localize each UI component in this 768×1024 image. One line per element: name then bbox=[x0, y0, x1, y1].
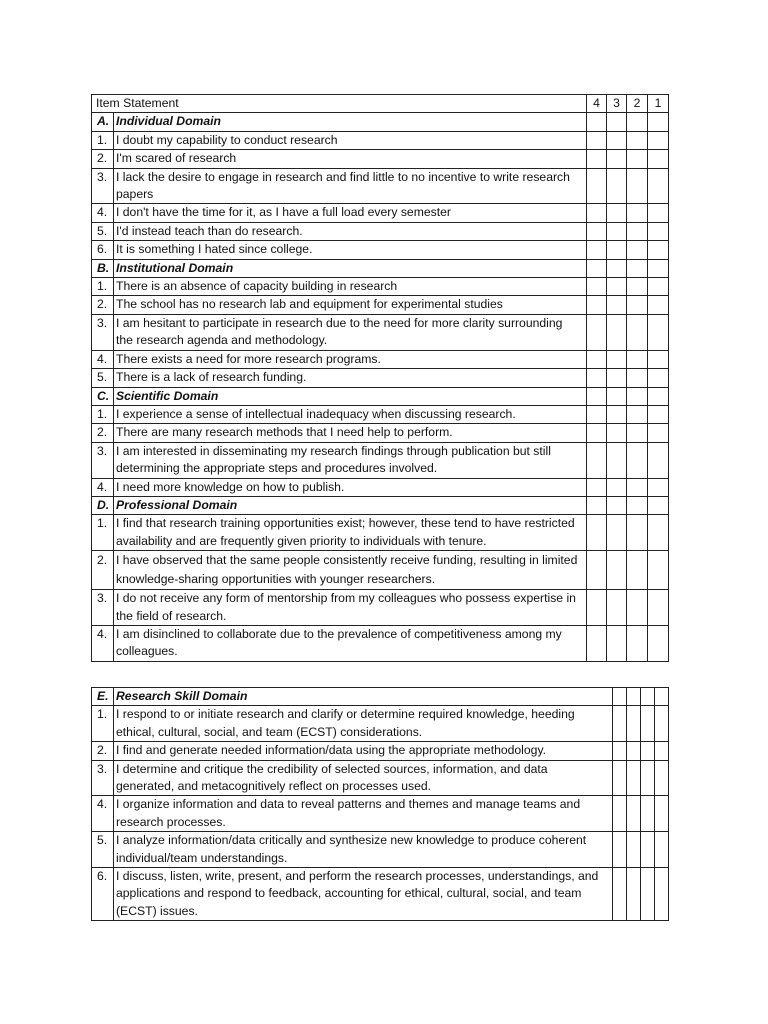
score-cell bbox=[607, 387, 627, 405]
rating-cell[interactable] bbox=[627, 168, 648, 204]
item-row bbox=[92, 551, 669, 590]
item-statement: I need more knowledge on how to publish. bbox=[114, 478, 587, 496]
rating-cell[interactable] bbox=[655, 832, 669, 868]
rating-cell[interactable] bbox=[648, 625, 669, 661]
rating-cell[interactable] bbox=[641, 706, 655, 742]
score-cell bbox=[587, 113, 607, 131]
header-row bbox=[92, 95, 669, 113]
rating-cell[interactable] bbox=[607, 131, 627, 149]
item-statement: There is an absence of capacity building in research bbox=[114, 278, 587, 296]
item-row bbox=[92, 222, 669, 240]
domain-letter: E. bbox=[92, 688, 114, 706]
rating-cell[interactable] bbox=[627, 222, 648, 240]
rating-cell[interactable] bbox=[627, 405, 648, 423]
item-number: 5. bbox=[92, 222, 114, 240]
item-number: 1. bbox=[92, 278, 114, 296]
rating-cell[interactable] bbox=[587, 278, 607, 296]
rating-cell[interactable] bbox=[627, 796, 641, 832]
rating-cell[interactable] bbox=[613, 796, 627, 832]
rating-cell[interactable] bbox=[587, 350, 607, 368]
rating-cell[interactable] bbox=[607, 350, 627, 368]
item-row bbox=[92, 742, 669, 760]
item-statement: I determine and critique the credibility of selected sources, information, and data generated, and metacognitively reflect on processes used. bbox=[114, 760, 613, 796]
item-statement: I am disinclined to collaborate due to the prevalence of competitiveness among my colleagues. bbox=[114, 625, 587, 661]
rating-cell[interactable] bbox=[587, 222, 607, 240]
rating-cell[interactable] bbox=[587, 314, 607, 350]
survey-table-1 bbox=[91, 94, 669, 662]
rating-cell[interactable] bbox=[648, 150, 669, 168]
score-cell bbox=[587, 387, 607, 405]
item-statement: I have observed that the same people consistently receive funding, resulting in limited knowledge-sharing opportunities with younger researchers. bbox=[114, 551, 587, 590]
item-row bbox=[92, 706, 669, 742]
rating-cell[interactable] bbox=[587, 369, 607, 387]
item-number: 5. bbox=[92, 832, 114, 868]
rating-cell[interactable] bbox=[627, 706, 641, 742]
item-number: 3. bbox=[92, 168, 114, 204]
rating-cell[interactable] bbox=[607, 424, 627, 442]
domain-letter: B. bbox=[92, 259, 114, 277]
rating-cell[interactable] bbox=[648, 296, 669, 314]
item-number: 4. bbox=[92, 204, 114, 222]
score-cell bbox=[641, 688, 655, 706]
rating-cell[interactable] bbox=[607, 551, 627, 590]
item-statement: There are many research methods that I need help to perform. bbox=[114, 424, 587, 442]
rating-cell[interactable] bbox=[627, 551, 648, 590]
item-number: 6. bbox=[92, 868, 114, 921]
domain-letter: D. bbox=[92, 496, 114, 514]
rating-cell[interactable] bbox=[648, 278, 669, 296]
item-statement-header: Item Statement bbox=[92, 95, 587, 113]
item-number: 4. bbox=[92, 350, 114, 368]
rating-cell[interactable] bbox=[641, 760, 655, 796]
item-row bbox=[92, 150, 669, 168]
item-row bbox=[92, 515, 669, 551]
rating-cell[interactable] bbox=[587, 442, 607, 478]
rating-cell[interactable] bbox=[648, 204, 669, 222]
domain-name: Individual Domain bbox=[114, 113, 587, 131]
item-row bbox=[92, 131, 669, 149]
rating-cell[interactable] bbox=[627, 314, 648, 350]
score-cell bbox=[655, 688, 669, 706]
rating-cell[interactable] bbox=[641, 742, 655, 760]
item-number: 2. bbox=[92, 742, 114, 760]
rating-cell[interactable] bbox=[655, 742, 669, 760]
score-cell bbox=[613, 688, 627, 706]
item-number: 1. bbox=[92, 131, 114, 149]
rating-cell[interactable] bbox=[641, 796, 655, 832]
item-row bbox=[92, 424, 669, 442]
item-statement: I don't have the time for it, as I have a full load every semester bbox=[114, 204, 587, 222]
item-row bbox=[92, 278, 669, 296]
rating-cell[interactable] bbox=[613, 832, 627, 868]
score-cell bbox=[587, 496, 607, 514]
item-statement: I lack the desire to engage in research and find little to no incentive to write research papers bbox=[114, 168, 587, 204]
rating-cell[interactable] bbox=[607, 590, 627, 626]
score-cell: 1 bbox=[648, 95, 669, 113]
rating-cell[interactable] bbox=[607, 278, 627, 296]
rating-cell[interactable] bbox=[607, 515, 627, 551]
domain-letter: A. bbox=[92, 113, 114, 131]
item-statement: I doubt my capability to conduct research bbox=[114, 131, 587, 149]
domain-name: Professional Domain bbox=[114, 496, 587, 514]
rating-cell[interactable] bbox=[607, 296, 627, 314]
domain-row bbox=[92, 113, 669, 131]
rating-cell[interactable] bbox=[627, 424, 648, 442]
item-number: 3. bbox=[92, 760, 114, 796]
rating-cell[interactable] bbox=[648, 424, 669, 442]
score-cell: 4 bbox=[587, 95, 607, 113]
domain-row bbox=[92, 259, 669, 277]
item-statement: I'm scared of research bbox=[114, 150, 587, 168]
rating-cell[interactable] bbox=[641, 868, 655, 921]
item-row bbox=[92, 241, 669, 259]
rating-cell[interactable] bbox=[627, 868, 641, 921]
item-statement: There exists a need for more research programs. bbox=[114, 350, 587, 368]
rating-cell[interactable] bbox=[648, 131, 669, 149]
rating-cell[interactable] bbox=[627, 515, 648, 551]
rating-cell[interactable] bbox=[587, 168, 607, 204]
score-cell: 3 bbox=[607, 95, 627, 113]
item-row bbox=[92, 442, 669, 478]
rating-cell[interactable] bbox=[655, 868, 669, 921]
rating-cell[interactable] bbox=[627, 131, 648, 149]
rating-cell[interactable] bbox=[607, 314, 627, 350]
rating-cell[interactable] bbox=[648, 478, 669, 496]
rating-cell[interactable] bbox=[627, 590, 648, 626]
item-statement: The school has no research lab and equipment for experimental studies bbox=[114, 296, 587, 314]
rating-cell[interactable] bbox=[587, 515, 607, 551]
rating-cell[interactable] bbox=[587, 625, 607, 661]
rating-cell[interactable] bbox=[587, 150, 607, 168]
score-cell bbox=[648, 113, 669, 131]
item-number: 4. bbox=[92, 625, 114, 661]
item-statement: I respond to or initiate research and clarify or determine required knowledge, heeding ethical, cultural, social, and team (ECST) considerations. bbox=[114, 706, 613, 742]
item-number: 1. bbox=[92, 706, 114, 742]
rating-cell[interactable] bbox=[641, 832, 655, 868]
item-statement: I am hesitant to participate in research due to the need for more clarity surrounding the research agenda and methodology. bbox=[114, 314, 587, 350]
score-cell bbox=[627, 113, 648, 131]
rating-cell[interactable] bbox=[613, 760, 627, 796]
rating-cell[interactable] bbox=[613, 706, 627, 742]
item-statement: I organize information and data to reveal patterns and themes and manage teams and research processes. bbox=[114, 796, 613, 832]
item-row bbox=[92, 796, 669, 832]
rating-cell[interactable] bbox=[648, 442, 669, 478]
rating-cell[interactable] bbox=[587, 590, 607, 626]
rating-cell[interactable] bbox=[613, 742, 627, 760]
rating-cell[interactable] bbox=[648, 369, 669, 387]
rating-cell[interactable] bbox=[607, 442, 627, 478]
item-number: 2. bbox=[92, 424, 114, 442]
score-cell bbox=[627, 496, 648, 514]
score-cell bbox=[607, 496, 627, 514]
rating-cell[interactable] bbox=[607, 625, 627, 661]
rating-cell[interactable] bbox=[648, 551, 669, 590]
item-number: 4. bbox=[92, 796, 114, 832]
rating-cell[interactable] bbox=[655, 706, 669, 742]
score-cell bbox=[627, 688, 641, 706]
rating-cell[interactable] bbox=[627, 278, 648, 296]
score-cell bbox=[648, 496, 669, 514]
rating-cell[interactable] bbox=[655, 760, 669, 796]
rating-cell[interactable] bbox=[607, 204, 627, 222]
rating-cell[interactable] bbox=[655, 796, 669, 832]
score-cell bbox=[627, 387, 648, 405]
item-number: 2. bbox=[92, 551, 114, 590]
item-statement: I experience a sense of intellectual inadequacy when discussing research. bbox=[114, 405, 587, 423]
rating-cell[interactable] bbox=[587, 296, 607, 314]
rating-cell[interactable] bbox=[648, 350, 669, 368]
rating-cell[interactable] bbox=[587, 131, 607, 149]
item-statement: I'd instead teach than do research. bbox=[114, 222, 587, 240]
rating-cell[interactable] bbox=[648, 222, 669, 240]
domain-row bbox=[92, 387, 669, 405]
score-cell: 2 bbox=[627, 95, 648, 113]
item-row bbox=[92, 314, 669, 350]
score-cell bbox=[627, 259, 648, 277]
rating-cell[interactable] bbox=[587, 424, 607, 442]
score-cell bbox=[648, 387, 669, 405]
item-row bbox=[92, 168, 669, 204]
rating-cell[interactable] bbox=[587, 405, 607, 423]
item-number: 2. bbox=[92, 296, 114, 314]
item-number: 5. bbox=[92, 369, 114, 387]
item-row bbox=[92, 590, 669, 626]
rating-cell[interactable] bbox=[613, 868, 627, 921]
rating-cell[interactable] bbox=[627, 760, 641, 796]
item-statement: I discuss, listen, write, present, and perform the research processes, understandings, and applications and respond to feedback, accounting for ethical, cultural, social, and team (ECST) issues. bbox=[114, 868, 613, 921]
rating-cell[interactable] bbox=[648, 314, 669, 350]
rating-cell[interactable] bbox=[607, 222, 627, 240]
rating-cell[interactable] bbox=[627, 150, 648, 168]
rating-cell[interactable] bbox=[607, 478, 627, 496]
item-number: 2. bbox=[92, 150, 114, 168]
domain-row bbox=[92, 688, 669, 706]
score-cell bbox=[607, 259, 627, 277]
rating-cell[interactable] bbox=[627, 442, 648, 478]
item-row bbox=[92, 478, 669, 496]
rating-cell[interactable] bbox=[648, 515, 669, 551]
rating-cell[interactable] bbox=[627, 625, 648, 661]
item-number: 3. bbox=[92, 590, 114, 626]
item-row bbox=[92, 868, 669, 921]
item-statement: I am interested in disseminating my research findings through publication but still determining the appropriate steps and procedures involved. bbox=[114, 442, 587, 478]
item-row bbox=[92, 405, 669, 423]
rating-cell[interactable] bbox=[648, 590, 669, 626]
item-statement: I do not receive any form of mentorship from my colleagues who possess expertise in the field of research. bbox=[114, 590, 587, 626]
item-statement: I analyze information/data critically and synthesize new knowledge to produce coherent individual/team understandings. bbox=[114, 832, 613, 868]
item-row bbox=[92, 204, 669, 222]
rating-cell[interactable] bbox=[627, 832, 641, 868]
survey-table-2 bbox=[91, 687, 669, 921]
item-number: 1. bbox=[92, 515, 114, 551]
rating-cell[interactable] bbox=[627, 369, 648, 387]
item-statement: I find that research training opportunities exist; however, these tend to have restricted availability and are frequently given priority to individuals with tenure. bbox=[114, 515, 587, 551]
rating-cell[interactable] bbox=[587, 551, 607, 590]
rating-cell[interactable] bbox=[607, 405, 627, 423]
rating-cell[interactable] bbox=[648, 241, 669, 259]
rating-cell[interactable] bbox=[627, 742, 641, 760]
item-statement: There is a lack of research funding. bbox=[114, 369, 587, 387]
item-number: 3. bbox=[92, 442, 114, 478]
rating-cell[interactable] bbox=[607, 369, 627, 387]
rating-cell[interactable] bbox=[627, 478, 648, 496]
rating-cell[interactable] bbox=[587, 241, 607, 259]
item-statement: I find and generate needed information/data using the appropriate methodology. bbox=[114, 742, 613, 760]
item-row bbox=[92, 832, 669, 868]
rating-cell[interactable] bbox=[627, 296, 648, 314]
domain-name: Scientific Domain bbox=[114, 387, 587, 405]
rating-cell[interactable] bbox=[627, 241, 648, 259]
score-cell bbox=[607, 113, 627, 131]
rating-cell[interactable] bbox=[627, 350, 648, 368]
domain-row bbox=[92, 496, 669, 514]
item-row bbox=[92, 625, 669, 661]
domain-name: Institutional Domain bbox=[114, 259, 587, 277]
score-cell bbox=[648, 259, 669, 277]
item-number: 4. bbox=[92, 478, 114, 496]
domain-letter: C. bbox=[92, 387, 114, 405]
item-row bbox=[92, 350, 669, 368]
item-number: 6. bbox=[92, 241, 114, 259]
item-number: 3. bbox=[92, 314, 114, 350]
rating-cell[interactable] bbox=[587, 204, 607, 222]
score-cell bbox=[587, 259, 607, 277]
item-row bbox=[92, 760, 669, 796]
rating-cell[interactable] bbox=[648, 168, 669, 204]
rating-cell[interactable] bbox=[607, 168, 627, 204]
item-row bbox=[92, 296, 669, 314]
rating-cell[interactable] bbox=[627, 204, 648, 222]
rating-cell[interactable] bbox=[587, 478, 607, 496]
item-row bbox=[92, 369, 669, 387]
rating-cell[interactable] bbox=[607, 241, 627, 259]
rating-cell[interactable] bbox=[648, 405, 669, 423]
item-number: 1. bbox=[92, 405, 114, 423]
domain-name: Research Skill Domain bbox=[114, 688, 613, 706]
item-statement: It is something I hated since college. bbox=[114, 241, 587, 259]
rating-cell[interactable] bbox=[607, 150, 627, 168]
